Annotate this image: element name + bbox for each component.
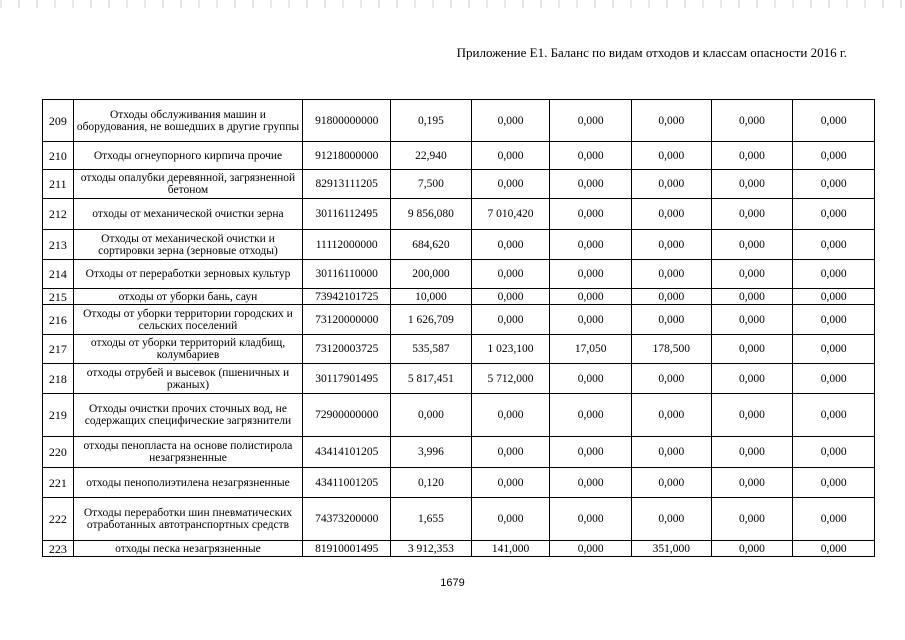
cell-v4: 0,000 xyxy=(631,289,711,305)
cell-v5: 0,000 xyxy=(711,364,793,394)
cell-code: 11112000000 xyxy=(303,230,391,260)
cell-v5: 0,000 xyxy=(711,142,793,170)
cell-v1: 3 912,353 xyxy=(391,541,472,557)
cell-v1: 5 817,451 xyxy=(391,364,472,394)
cell-num: 209 xyxy=(43,100,74,142)
cell-v3: 0,000 xyxy=(550,394,632,437)
cell-v3: 0,000 xyxy=(550,541,632,557)
cell-num: 217 xyxy=(43,335,74,364)
cell-v2: 0,000 xyxy=(471,437,550,468)
cell-v3: 0,000 xyxy=(550,230,632,260)
cell-v2: 0,000 xyxy=(471,305,550,335)
cell-num: 215 xyxy=(43,289,74,305)
cell-v6: 0,000 xyxy=(793,142,875,170)
cell-v1: 0,120 xyxy=(391,468,472,498)
cell-v6: 0,000 xyxy=(793,498,875,541)
cell-num: 212 xyxy=(43,199,74,230)
cell-code: 81910001495 xyxy=(303,541,391,557)
cell-v3: 0,000 xyxy=(550,170,632,199)
cell-v2: 0,000 xyxy=(471,100,550,142)
cell-v4: 0,000 xyxy=(631,100,711,142)
cell-v4: 0,000 xyxy=(631,142,711,170)
cell-v3: 0,000 xyxy=(550,364,632,394)
cell-v4: 0,000 xyxy=(631,394,711,437)
cell-num: 219 xyxy=(43,394,74,437)
cell-v6: 0,000 xyxy=(793,260,875,289)
cell-name: отходы от уборки территорий кладбищ, колумбариев xyxy=(73,335,303,364)
cell-name: Отходы огнеупорного кирпича прочие xyxy=(73,142,303,170)
cell-v4: 0,000 xyxy=(631,468,711,498)
cell-num: 210 xyxy=(43,142,74,170)
table-body xyxy=(43,100,875,557)
cell-v1: 535,587 xyxy=(391,335,472,364)
table-row xyxy=(43,170,875,199)
cell-v6: 0,000 xyxy=(793,364,875,394)
cell-v2: 0,000 xyxy=(471,230,550,260)
cell-code: 72900000000 xyxy=(303,394,391,437)
table-row xyxy=(43,305,875,335)
scan-artifact-strip xyxy=(0,0,905,8)
cell-v4: 0,000 xyxy=(631,305,711,335)
cell-v5: 0,000 xyxy=(711,437,793,468)
cell-v1: 0,195 xyxy=(391,100,472,142)
table-row xyxy=(43,364,875,394)
table-row xyxy=(43,468,875,498)
cell-v3: 0,000 xyxy=(550,260,632,289)
cell-v6: 0,000 xyxy=(793,230,875,260)
cell-v6: 0,000 xyxy=(793,468,875,498)
cell-code: 43414101205 xyxy=(303,437,391,468)
cell-v1: 22,940 xyxy=(391,142,472,170)
cell-name: отходы пенополиэтилена незагрязненные xyxy=(73,468,303,498)
cell-num: 222 xyxy=(43,498,74,541)
cell-code: 30117901495 xyxy=(303,364,391,394)
cell-v2: 0,000 xyxy=(471,289,550,305)
cell-v5: 0,000 xyxy=(711,498,793,541)
cell-name: Отходы переработки шин пневматических отработанных автотранспортных средств xyxy=(73,498,303,541)
cell-v6: 0,000 xyxy=(793,199,875,230)
cell-num: 214 xyxy=(43,260,74,289)
cell-v5: 0,000 xyxy=(711,199,793,230)
cell-v2: 0,000 xyxy=(471,394,550,437)
cell-v3: 0,000 xyxy=(550,142,632,170)
cell-v5: 0,000 xyxy=(711,230,793,260)
cell-v3: 0,000 xyxy=(550,289,632,305)
cell-name: Отходы от механической очистки и сортировки зерна (зерновые отходы) xyxy=(73,230,303,260)
table-row xyxy=(43,394,875,437)
table-row xyxy=(43,289,875,305)
cell-v4: 0,000 xyxy=(631,230,711,260)
cell-v2: 0,000 xyxy=(471,468,550,498)
cell-v2: 0,000 xyxy=(471,170,550,199)
table-row xyxy=(43,437,875,468)
cell-v1: 200,000 xyxy=(391,260,472,289)
cell-v3: 0,000 xyxy=(550,468,632,498)
cell-v6: 0,000 xyxy=(793,541,875,557)
cell-num: 211 xyxy=(43,170,74,199)
table-row xyxy=(43,260,875,289)
cell-v5: 0,000 xyxy=(711,289,793,305)
cell-v1: 1 626,709 xyxy=(391,305,472,335)
table-row xyxy=(43,199,875,230)
cell-v6: 0,000 xyxy=(793,437,875,468)
cell-num: 220 xyxy=(43,437,74,468)
cell-code: 73120000000 xyxy=(303,305,391,335)
table-row xyxy=(43,335,875,364)
cell-v4: 0,000 xyxy=(631,437,711,468)
cell-v2: 0,000 xyxy=(471,498,550,541)
cell-v5: 0,000 xyxy=(711,260,793,289)
cell-code: 43411001205 xyxy=(303,468,391,498)
cell-name: отходы отрубей и высевок (пшеничных и ржаных) xyxy=(73,364,303,394)
cell-v2: 0,000 xyxy=(471,142,550,170)
cell-v2: 0,000 xyxy=(471,260,550,289)
cell-v6: 0,000 xyxy=(793,170,875,199)
cell-code: 73942101725 xyxy=(303,289,391,305)
cell-v6: 0,000 xyxy=(793,289,875,305)
waste-balance-table xyxy=(42,99,875,557)
cell-code: 82913111205 xyxy=(303,170,391,199)
cell-code: 30116110000 xyxy=(303,260,391,289)
cell-name: отходы от уборки бань, саун xyxy=(73,289,303,305)
table-row xyxy=(43,498,875,541)
cell-v4: 178,500 xyxy=(631,335,711,364)
table-row xyxy=(43,142,875,170)
cell-v2: 5 712,000 xyxy=(471,364,550,394)
cell-v3: 0,000 xyxy=(550,305,632,335)
cell-v6: 0,000 xyxy=(793,394,875,437)
cell-code: 74373200000 xyxy=(303,498,391,541)
cell-name: отходы пенопласта на основе полистирола незагрязненные xyxy=(73,437,303,468)
cell-name: Отходы обслуживания машин и оборудования, не вошедших в другие группы xyxy=(73,100,303,142)
cell-num: 213 xyxy=(43,230,74,260)
table-row xyxy=(43,541,875,557)
cell-v4: 0,000 xyxy=(631,199,711,230)
cell-v4: 0,000 xyxy=(631,498,711,541)
cell-code: 73120003725 xyxy=(303,335,391,364)
table-row xyxy=(43,230,875,260)
cell-v5: 0,000 xyxy=(711,170,793,199)
page-number: 1679 xyxy=(440,577,465,589)
cell-code: 30116112495 xyxy=(303,199,391,230)
cell-v4: 351,000 xyxy=(631,541,711,557)
cell-v5: 0,000 xyxy=(711,305,793,335)
cell-name: отходы от механической очистки зерна xyxy=(73,199,303,230)
cell-v6: 0,000 xyxy=(793,305,875,335)
cell-v4: 0,000 xyxy=(631,364,711,394)
cell-v1: 10,000 xyxy=(391,289,472,305)
cell-v3: 0,000 xyxy=(550,498,632,541)
cell-v4: 0,000 xyxy=(631,170,711,199)
cell-code: 91800000000 xyxy=(303,100,391,142)
cell-name: Отходы очистки прочих сточных вод, не содержащих специфические загрязнители xyxy=(73,394,303,437)
cell-v5: 0,000 xyxy=(711,100,793,142)
cell-v5: 0,000 xyxy=(711,541,793,557)
cell-v4: 0,000 xyxy=(631,260,711,289)
cell-v1: 1,655 xyxy=(391,498,472,541)
cell-num: 223 xyxy=(43,541,74,557)
cell-v1: 7,500 xyxy=(391,170,472,199)
cell-v3: 0,000 xyxy=(550,100,632,142)
cell-code: 91218000000 xyxy=(303,142,391,170)
cell-v2: 7 010,420 xyxy=(471,199,550,230)
cell-num: 221 xyxy=(43,468,74,498)
cell-v3: 0,000 xyxy=(550,437,632,468)
table-row xyxy=(43,100,875,142)
cell-v6: 0,000 xyxy=(793,100,875,142)
cell-v3: 17,050 xyxy=(550,335,632,364)
cell-name: Отходы от переработки зерновых культур xyxy=(73,260,303,289)
cell-v2: 1 023,100 xyxy=(471,335,550,364)
cell-v5: 0,000 xyxy=(711,394,793,437)
page-title: Приложение Е1. Баланс по видам отходов и классам опасности 2016 г. xyxy=(456,45,847,60)
cell-name: отходы опалубки деревянной, загрязненной бетоном xyxy=(73,170,303,199)
cell-v6: 0,000 xyxy=(793,335,875,364)
cell-v5: 0,000 xyxy=(711,335,793,364)
cell-v3: 0,000 xyxy=(550,199,632,230)
cell-v1: 3,996 xyxy=(391,437,472,468)
cell-name: Отходы от уборки территории городских и сельских поселений xyxy=(73,305,303,335)
cell-name: отходы песка незагрязненные xyxy=(73,541,303,557)
cell-v1: 9 856,080 xyxy=(391,199,472,230)
cell-num: 216 xyxy=(43,305,74,335)
cell-v1: 684,620 xyxy=(391,230,472,260)
cell-v2: 141,000 xyxy=(471,541,550,557)
cell-num: 218 xyxy=(43,364,74,394)
cell-v5: 0,000 xyxy=(711,468,793,498)
cell-v1: 0,000 xyxy=(391,394,472,437)
